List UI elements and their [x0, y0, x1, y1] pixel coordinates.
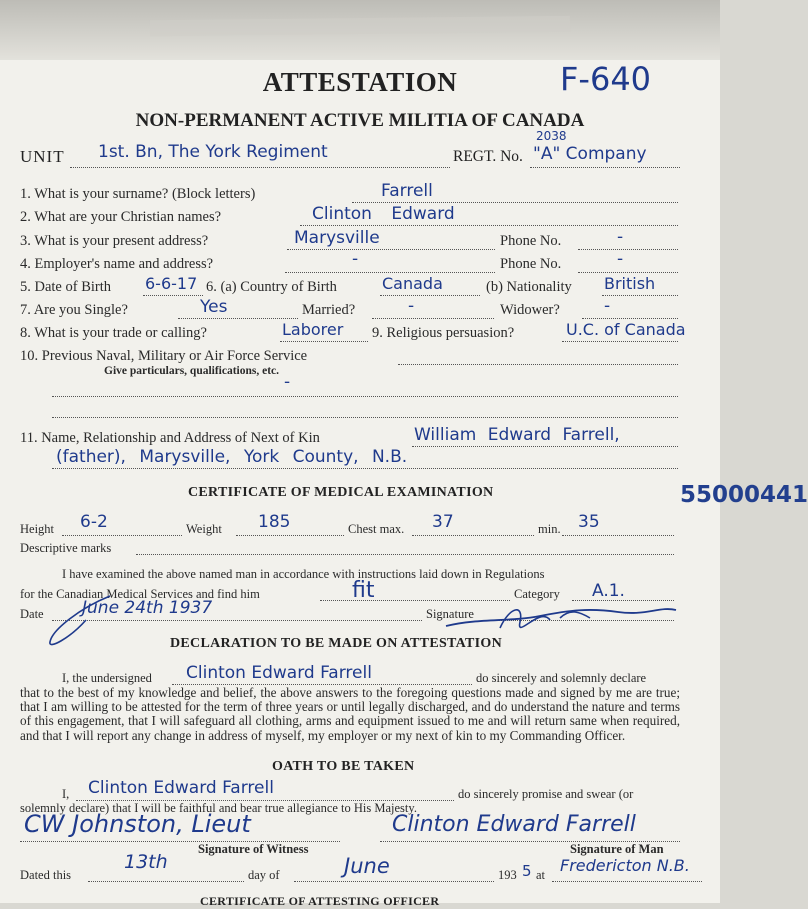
q8-line: [280, 341, 368, 342]
medical-text-1: I have examined the above named man in accordance with instructions laid down in Regulations: [62, 567, 545, 581]
min-line: [562, 535, 674, 536]
q7-married: -: [408, 296, 415, 316]
unit-label: UNIT: [20, 147, 65, 166]
q3-value: Marysville: [294, 228, 380, 248]
q5-country-label: 6. (a) Country of Birth: [206, 279, 337, 295]
q7-widower: -: [604, 296, 611, 316]
q7-widower-line: [582, 318, 678, 319]
scan-top-strip: [0, 0, 720, 62]
q4-phone-label: Phone No.: [500, 256, 562, 272]
medical-date: June 24th 1937: [82, 598, 213, 618]
q2-line: [300, 225, 678, 226]
q7-single: Yes: [200, 297, 228, 317]
q10-label: 10. Previous Naval, Military or Air Force Service: [20, 348, 308, 364]
q4-line: [285, 272, 495, 273]
medical-date-label: Date: [20, 607, 44, 621]
declaration-body: that to the best of my knowledge and belief, the above answers to the foregoing questions made and signed by me are true; that I am willing to be attested for the term of three years or until legally discharged, and do understand the nature and terms of this engagement, that I will safeguard all clothing, arms and equipment issued to me and will return same when required, and that I will report any change in address of myself, my employer or my next of kin to my Commanding Officer.: [20, 685, 680, 743]
q7-married-line: [372, 318, 494, 319]
q11-line2: (father), Marysville, York County, N.B.: [56, 447, 408, 467]
oath-text-1: do sincerely promise and swear (or: [458, 787, 634, 801]
day-line: [88, 881, 244, 882]
q8-label: 8. What is your trade or calling?: [20, 325, 207, 341]
q7-single-line: [178, 318, 298, 319]
category-value: A.1.: [592, 581, 625, 601]
q10-line-1: [398, 364, 678, 365]
file-number: F-640: [560, 60, 652, 98]
chest-line: [412, 535, 534, 536]
q4-phone-line: [578, 272, 678, 273]
category-label: Category: [514, 587, 560, 601]
witness-signature: CW Johnston, Lieut: [24, 810, 251, 838]
q8-trade: Laborer: [282, 320, 344, 339]
regt-label: REGT. No.: [453, 148, 523, 165]
q3-line: [287, 249, 495, 250]
year-digit: 5: [522, 862, 532, 880]
min-value: 35: [578, 512, 600, 532]
q1-label: 1. What is your surname? (Block letters): [20, 186, 256, 202]
declaration-name: Clinton Edward Farrell: [186, 663, 372, 683]
page-subtitle: NON-PERMANENT ACTIVE MILITIA OF CANADA: [135, 110, 585, 131]
marks-line: [136, 554, 674, 555]
q5-nationality-label: (b) Nationality: [486, 279, 572, 295]
q3-phone-value: -: [617, 227, 624, 247]
regt-no-value: "A" Company: [533, 144, 647, 164]
unit-value: 1st. Bn, The York Regiment: [98, 142, 328, 162]
height-value: 6-2: [80, 512, 108, 532]
declaration-heading: DECLARATION TO BE MADE ON ATTESTATION: [170, 636, 502, 651]
q7-married-label: Married?: [302, 302, 356, 318]
unit-line: [70, 167, 450, 168]
q11-label: 11. Name, Relationship and Address of Next of Kin: [20, 430, 320, 446]
medical-text-2: for the Canadian Medical Services and find him: [20, 587, 260, 601]
q4-phone-value: -: [617, 249, 624, 269]
chest-value: 37: [432, 512, 454, 532]
q11-line1: William Edward Farrell,: [414, 425, 620, 445]
q4-value: -: [352, 249, 359, 269]
regt-line: [530, 167, 680, 168]
q3-phone-label: Phone No.: [500, 233, 562, 249]
q11-line-1: [412, 446, 678, 447]
day-of-label: day of: [248, 868, 280, 882]
q5-nationality: British: [604, 274, 656, 293]
dated-month: June: [344, 854, 390, 878]
height-line: [62, 535, 182, 536]
bleed-through: [150, 16, 570, 36]
q4-label: 4. Employer's name and address?: [20, 256, 214, 272]
oath-name: Clinton Edward Farrell: [88, 778, 274, 798]
q10-value: -: [284, 372, 291, 392]
q11-line-2: [52, 468, 678, 469]
q7-label: 7. Are you Single?: [20, 302, 128, 318]
oath-text-2: solemnly declare) that I will be faithful and bear true allegiance to His Majesty.: [20, 801, 417, 815]
q5-nationality-line: [602, 295, 678, 296]
q3-phone-line: [578, 249, 678, 250]
weight-value: 185: [258, 512, 291, 532]
place: Fredericton N.B.: [560, 856, 690, 875]
oath-intro: I,: [62, 787, 70, 801]
q1-line: [352, 202, 678, 203]
q10-sub: Give particulars, qualifications, etc.: [104, 365, 280, 377]
medical-finding: fit: [352, 578, 375, 603]
date-flourish: [40, 590, 130, 650]
stamp-number: 55000441: [680, 482, 808, 508]
oath-heading: OATH TO BE TAKEN: [272, 759, 415, 774]
marks-label: Descriptive marks: [20, 541, 112, 555]
dated-day: 13th: [124, 851, 168, 873]
height-label: Height: [20, 522, 55, 536]
q2-value: Clinton Edward: [312, 204, 455, 224]
month-line: [294, 881, 494, 882]
q5-dob-line: [143, 295, 203, 296]
q5-label: 5. Date of Birth: [20, 279, 112, 295]
man-signature: Clinton Edward Farrell: [392, 812, 636, 837]
man-label: Signature of Man: [570, 842, 664, 856]
q9-religion: U.C. of Canada: [566, 320, 686, 339]
q10-line-3: [52, 417, 678, 418]
q5-country: Canada: [382, 274, 443, 293]
medical-heading: CERTIFICATE OF MEDICAL EXAMINATION: [188, 485, 494, 500]
q1-value: Farrell: [381, 181, 433, 201]
dated-label: Dated this: [20, 868, 72, 882]
q3-label: 3. What is your present address?: [20, 233, 209, 249]
page-title: ATTESTATION: [262, 67, 458, 97]
weight-line: [236, 535, 344, 536]
q5-dob: 6-6-17: [145, 274, 198, 293]
year-prefix: 193: [498, 868, 517, 882]
footer-heading: CERTIFICATE OF ATTESTING OFFICER: [200, 894, 440, 908]
q9-line: [562, 341, 678, 342]
declaration-intro: I, the undersigned: [62, 671, 152, 685]
weight-label: Weight: [186, 522, 222, 536]
at-label: at: [536, 868, 546, 882]
q5-country-line: [380, 295, 480, 296]
place-line: [552, 881, 702, 882]
q7-widower-label: Widower?: [500, 302, 560, 318]
chest-label: Chest max.: [348, 522, 405, 536]
q2-label: 2. What are your Christian names?: [20, 209, 222, 225]
q10-line-2: [52, 396, 678, 397]
witness-label: Signature of Witness: [198, 842, 309, 856]
medical-officer-signature: [440, 598, 680, 632]
declaration-text-1: do sincerely and solemnly declare: [476, 671, 647, 685]
q9-label: 9. Religious persuasion?: [372, 325, 515, 341]
regt-no-sup: 2038: [536, 129, 567, 143]
medical-signature-label: Signature: [426, 607, 474, 621]
min-label: min.: [538, 522, 561, 536]
